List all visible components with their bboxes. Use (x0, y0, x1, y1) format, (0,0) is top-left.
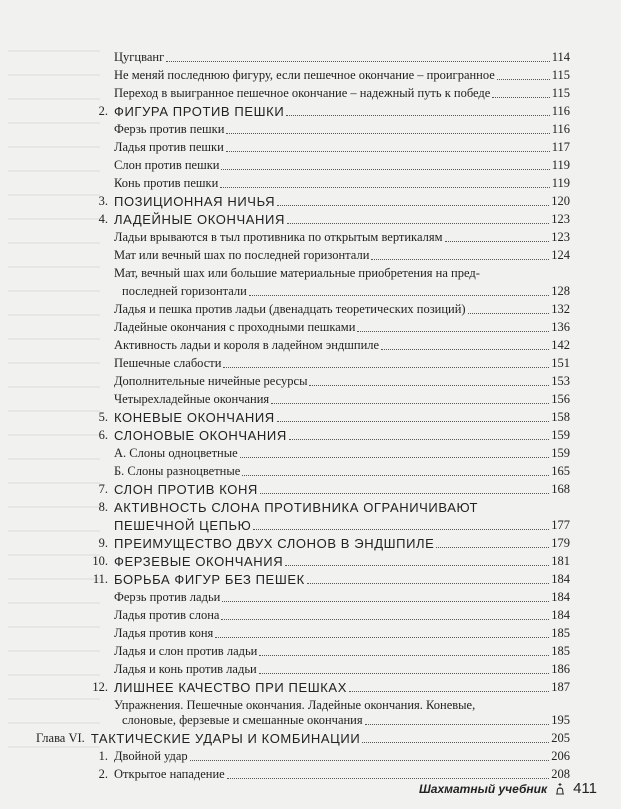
entry-number: 11. (92, 572, 108, 586)
entry-title: БОРЬБА ФИГУР БЕЗ ПЕШЕК (114, 572, 305, 587)
entry-title: Ладейные окончания с проходными пешками (114, 320, 356, 334)
entry-number: 1. (98, 749, 108, 763)
entry-page: 195 (551, 713, 570, 727)
leader-dots (226, 133, 549, 134)
entry-title: Ладья и пешка против ладьи (двенадцать теоретических позиций) (114, 302, 466, 316)
entry-number: 3. (98, 194, 108, 208)
leader-dots (371, 259, 549, 260)
book-title: Шахматный учебник (419, 781, 548, 796)
page-footer (419, 780, 597, 797)
entry-page: 181 (551, 554, 570, 568)
entry-page: 115 (551, 86, 570, 100)
leader-dots (309, 385, 549, 386)
entry-title-line1: Упражнения. Пешечные окончания. Ладейные окончания. Коневые, (114, 698, 476, 712)
entry-title: ЛИШНЕЕ КАЧЕСТВО ПРИ ПЕШКАХ (114, 680, 347, 695)
leader-dots (249, 295, 549, 296)
toc-entry (78, 608, 570, 623)
leader-dots (259, 655, 549, 656)
leader-dots (226, 151, 550, 152)
leader-dots (362, 742, 549, 743)
toc-entry (78, 536, 570, 551)
entry-page: 136 (551, 320, 570, 334)
toc-entry (78, 122, 570, 137)
toc-entry (78, 356, 570, 371)
toc-entry (78, 140, 570, 155)
entry-title: Дополнительные ничейные ресурсы (114, 374, 308, 388)
toc-entry (78, 104, 570, 119)
entry-page: 208 (551, 767, 570, 781)
entry-title: ПРЕИМУЩЕСТВО ДВУХ СЛОНОВ В ЭНДШПИЛЕ (114, 536, 435, 551)
toc-entry (78, 320, 570, 335)
entry-number: 9. (98, 536, 108, 550)
entry-page: 151 (551, 356, 570, 370)
entry-number: 2. (98, 767, 108, 781)
toc-entry (78, 410, 570, 425)
entry-page: 177 (551, 518, 570, 532)
toc-entry (78, 428, 570, 443)
entry-page: 186 (551, 662, 570, 676)
entry-title: КОНЕВЫЕ ОКОНЧАНИЯ (114, 410, 275, 425)
entry-page: 179 (551, 536, 570, 550)
leader-dots (357, 331, 549, 332)
entry-title: Мат или вечный шах по последней горизонтали (114, 248, 370, 262)
entry-page: 153 (551, 374, 570, 388)
entry-title: А. Слоны одноцветные (114, 446, 238, 460)
chapter-title: ТАКТИЧЕСКИЕ УДАРЫ И КОМБИНАЦИИ (90, 731, 361, 746)
leader-dots (307, 583, 549, 584)
toc-entry (78, 176, 570, 191)
entry-page: 124 (551, 248, 570, 262)
entry-title: Ферзь против пешки (114, 122, 225, 136)
leader-dots (381, 349, 549, 350)
leader-dots (240, 457, 550, 458)
leader-dots (492, 97, 549, 98)
entry-number: 12. (92, 680, 108, 694)
leader-dots (221, 619, 549, 620)
entry-page: 117 (551, 140, 570, 154)
toc-entry-multiline (114, 266, 570, 281)
toc-entry (78, 212, 570, 227)
page-number: 411 (573, 780, 597, 797)
toc-entry-8-line1 (78, 500, 570, 515)
leader-dots (223, 367, 549, 368)
entry-title: Открытое нападение (114, 767, 225, 781)
leader-dots (242, 475, 549, 476)
toc-entry (78, 86, 570, 101)
toc-entry (78, 662, 570, 677)
entry-title: Ладья и конь против ладьи (114, 662, 257, 676)
entry-number: 6. (98, 428, 108, 442)
entry-title: Активность ладьи и короля в ладейном эндшпиле (114, 338, 380, 352)
leader-dots (445, 241, 550, 242)
toc-entry (78, 572, 570, 587)
toc-entry (78, 68, 570, 83)
entry-page: 156 (551, 392, 570, 406)
leader-dots (365, 724, 550, 725)
entry-title: Не меняй последнюю фигуру, если пешечное окончание – проигранное (114, 68, 495, 82)
entry-page: 123 (551, 230, 570, 244)
leader-dots (271, 403, 549, 404)
entry-title-line1: АКТИВНОСТЬ СЛОНА ПРОТИВНИКА ОГРАНИЧИВАЮТ (114, 500, 479, 515)
chapter-entry (36, 731, 570, 746)
leader-dots (277, 205, 549, 206)
entry-title: слоновые, ферзевые и смешанные окончания (122, 713, 363, 727)
leader-dots (227, 778, 550, 779)
leader-dots (253, 529, 549, 530)
entry-page: 123 (551, 212, 570, 226)
toc-entry (78, 446, 570, 461)
entry-number: 2. (98, 104, 108, 118)
entry-title-line1: Мат, вечный шах или большие материальные приобретения на пред- (114, 266, 480, 280)
toc-entry (78, 338, 570, 353)
leader-dots (260, 493, 549, 494)
toc-entry (78, 194, 570, 209)
entry-page: 159 (551, 446, 570, 460)
entry-page: 184 (551, 590, 570, 604)
entry-page: 158 (551, 410, 570, 424)
entry-page: 185 (551, 644, 570, 658)
entry-page: 120 (551, 194, 570, 208)
toc-entry (78, 644, 570, 659)
toc-entry (78, 590, 570, 605)
entry-page: 116 (551, 104, 570, 118)
leader-dots (166, 61, 550, 62)
toc-entry (78, 749, 570, 764)
entry-page: 114 (551, 50, 570, 64)
leader-dots (286, 115, 549, 116)
entry-page: 119 (551, 158, 570, 172)
entry-title: Слон против пешки (114, 158, 220, 172)
toc-entry (78, 626, 570, 641)
leader-dots (349, 691, 549, 692)
leader-dots (289, 439, 549, 440)
toc-entry (78, 248, 570, 263)
leader-dots (436, 547, 549, 548)
entry-page: 142 (551, 338, 570, 352)
entry-page: 206 (551, 749, 570, 763)
entry-title: Ладья против коня (114, 626, 214, 640)
entry-title-line2: последней горизонтали (122, 284, 247, 298)
toc-entry-8-line2 (114, 518, 570, 533)
entry-page: 187 (551, 680, 570, 694)
leader-dots (468, 313, 550, 314)
entry-number: 5. (98, 410, 108, 424)
toc-entry (78, 302, 570, 317)
entry-title: Б. Слоны разноцветные (114, 464, 241, 478)
toc-entry (78, 50, 570, 65)
leader-dots (259, 673, 550, 674)
leader-dots (287, 223, 549, 224)
entry-title: Конь против пешки (114, 176, 219, 190)
toc-entry (114, 284, 570, 299)
toc-entry (78, 158, 570, 173)
entry-title: Ферзь против ладьи (114, 590, 221, 604)
toc-entry (78, 392, 570, 407)
entry-number: 7. (98, 482, 108, 496)
entry-page: 165 (551, 464, 570, 478)
entry-title: Ладья против пешки (114, 140, 224, 154)
entry-title: Переход в выигранное пешечное окончание – надежный путь к победе (114, 86, 491, 100)
toc-entry (78, 554, 570, 569)
toc-entry (78, 374, 570, 389)
exercise-entry-line2 (122, 713, 570, 728)
entry-page: 159 (551, 428, 570, 442)
leader-dots (277, 421, 549, 422)
chapter-page: 205 (551, 731, 570, 745)
entry-number: 8. (98, 500, 108, 514)
chapter-label: Глава VI. (36, 731, 85, 745)
toc-entry (78, 680, 570, 695)
entry-page: 184 (551, 572, 570, 586)
leader-dots (221, 169, 549, 170)
leader-dots (215, 637, 549, 638)
entry-page: 184 (551, 608, 570, 622)
leader-dots (220, 187, 549, 188)
entry-title: Пешечные слабости (114, 356, 222, 370)
entry-page: 168 (551, 482, 570, 496)
entry-number: 4. (98, 212, 108, 226)
entry-page: 185 (551, 626, 570, 640)
leader-dots (222, 601, 549, 602)
entry-title: Цугцванг (114, 50, 165, 64)
entry-title: ФЕРЗЕВЫЕ ОКОНЧАНИЯ (114, 554, 284, 569)
entry-page: 116 (551, 122, 570, 136)
chess-king-icon (553, 782, 567, 796)
toc-entry (78, 464, 570, 479)
leader-dots (190, 760, 550, 761)
entry-page: 119 (551, 176, 570, 190)
entry-title: Двойной удар (114, 749, 188, 763)
leader-dots (497, 79, 550, 80)
entry-title: СЛОНОВЫЕ ОКОНЧАНИЯ (114, 428, 287, 443)
leader-dots (285, 565, 549, 566)
entry-page: 132 (551, 302, 570, 316)
entry-title: Ладья против слона (114, 608, 220, 622)
entry-title: Ладья и слон против ладьи (114, 644, 258, 658)
entry-title: Ладьи врываются в тыл противника по открытым вертикалям (114, 230, 443, 244)
toc-entry (78, 230, 570, 245)
entry-title: ЛАДЕЙНЫЕ ОКОНЧАНИЯ (114, 212, 285, 227)
entry-title-line2: ПЕШЕЧНОЙ ЦЕПЬЮ (114, 518, 252, 533)
toc-entry (78, 482, 570, 497)
entry-title: ПОЗИЦИОННАЯ НИЧЬЯ (114, 194, 276, 209)
entry-page: 128 (551, 284, 570, 298)
entry-title: СЛОН ПРОТИВ КОНЯ (114, 482, 258, 497)
exercise-entry-line1 (114, 698, 570, 713)
entry-title: ФИГУРА ПРОТИВ ПЕШКИ (114, 104, 285, 119)
entry-page: 115 (551, 68, 570, 82)
entry-number: 10. (92, 554, 108, 568)
entry-title: Четырехладейные окончания (114, 392, 270, 406)
